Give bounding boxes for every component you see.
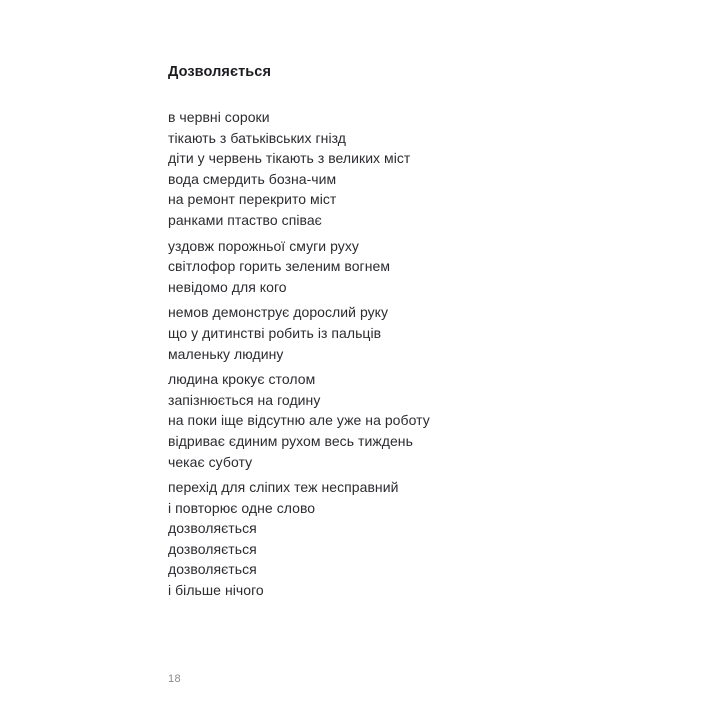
poem-line: маленьку людину (168, 345, 284, 362)
poem-line: на поки іще відсутню але уже на роботу (168, 412, 430, 429)
poem-line: і повторює одне слово (168, 499, 316, 516)
poem-line: і більше нічого (168, 582, 264, 599)
poem-line: відриває єдиним рухом весь тиждень (168, 432, 413, 449)
poem-line: в червні сороки (168, 109, 270, 125)
poem-container (168, 62, 638, 601)
poem-line: тікають з батьківських гнізд (168, 129, 346, 146)
poem-line: невідомо для кого (168, 278, 287, 295)
poem-title: Дозволяється (168, 64, 272, 80)
poem-line: перехід для сліпих теж несправний (168, 479, 399, 496)
poem-line: дозволяється (168, 520, 257, 537)
poem-line: дозволяється (168, 561, 257, 578)
poem-line: ранками птаство співає (168, 211, 322, 228)
poem-line: уздовж порожньої смуги руху (168, 237, 359, 254)
poem-line: дозволяється (168, 540, 257, 557)
poem-line: вода смердить бозна-чим (168, 170, 337, 187)
poem-body (168, 107, 638, 601)
poem-line: запізнюється на годину (168, 391, 321, 408)
poem-line: чекає суботу (168, 453, 253, 470)
poem-line: людина крокує столом (168, 371, 316, 388)
poem-line: світлофор горить зеленим вогнем (168, 258, 391, 275)
poem-line: діти у червень тікають з великих міст (168, 150, 411, 167)
page-number: 18 (168, 673, 182, 685)
poem-line: на ремонт перекрито міст (168, 191, 337, 208)
poem-line: немов демонструє дорослий руку (168, 304, 389, 321)
poem-line: що у дитинстві робить із пальців (168, 324, 382, 341)
